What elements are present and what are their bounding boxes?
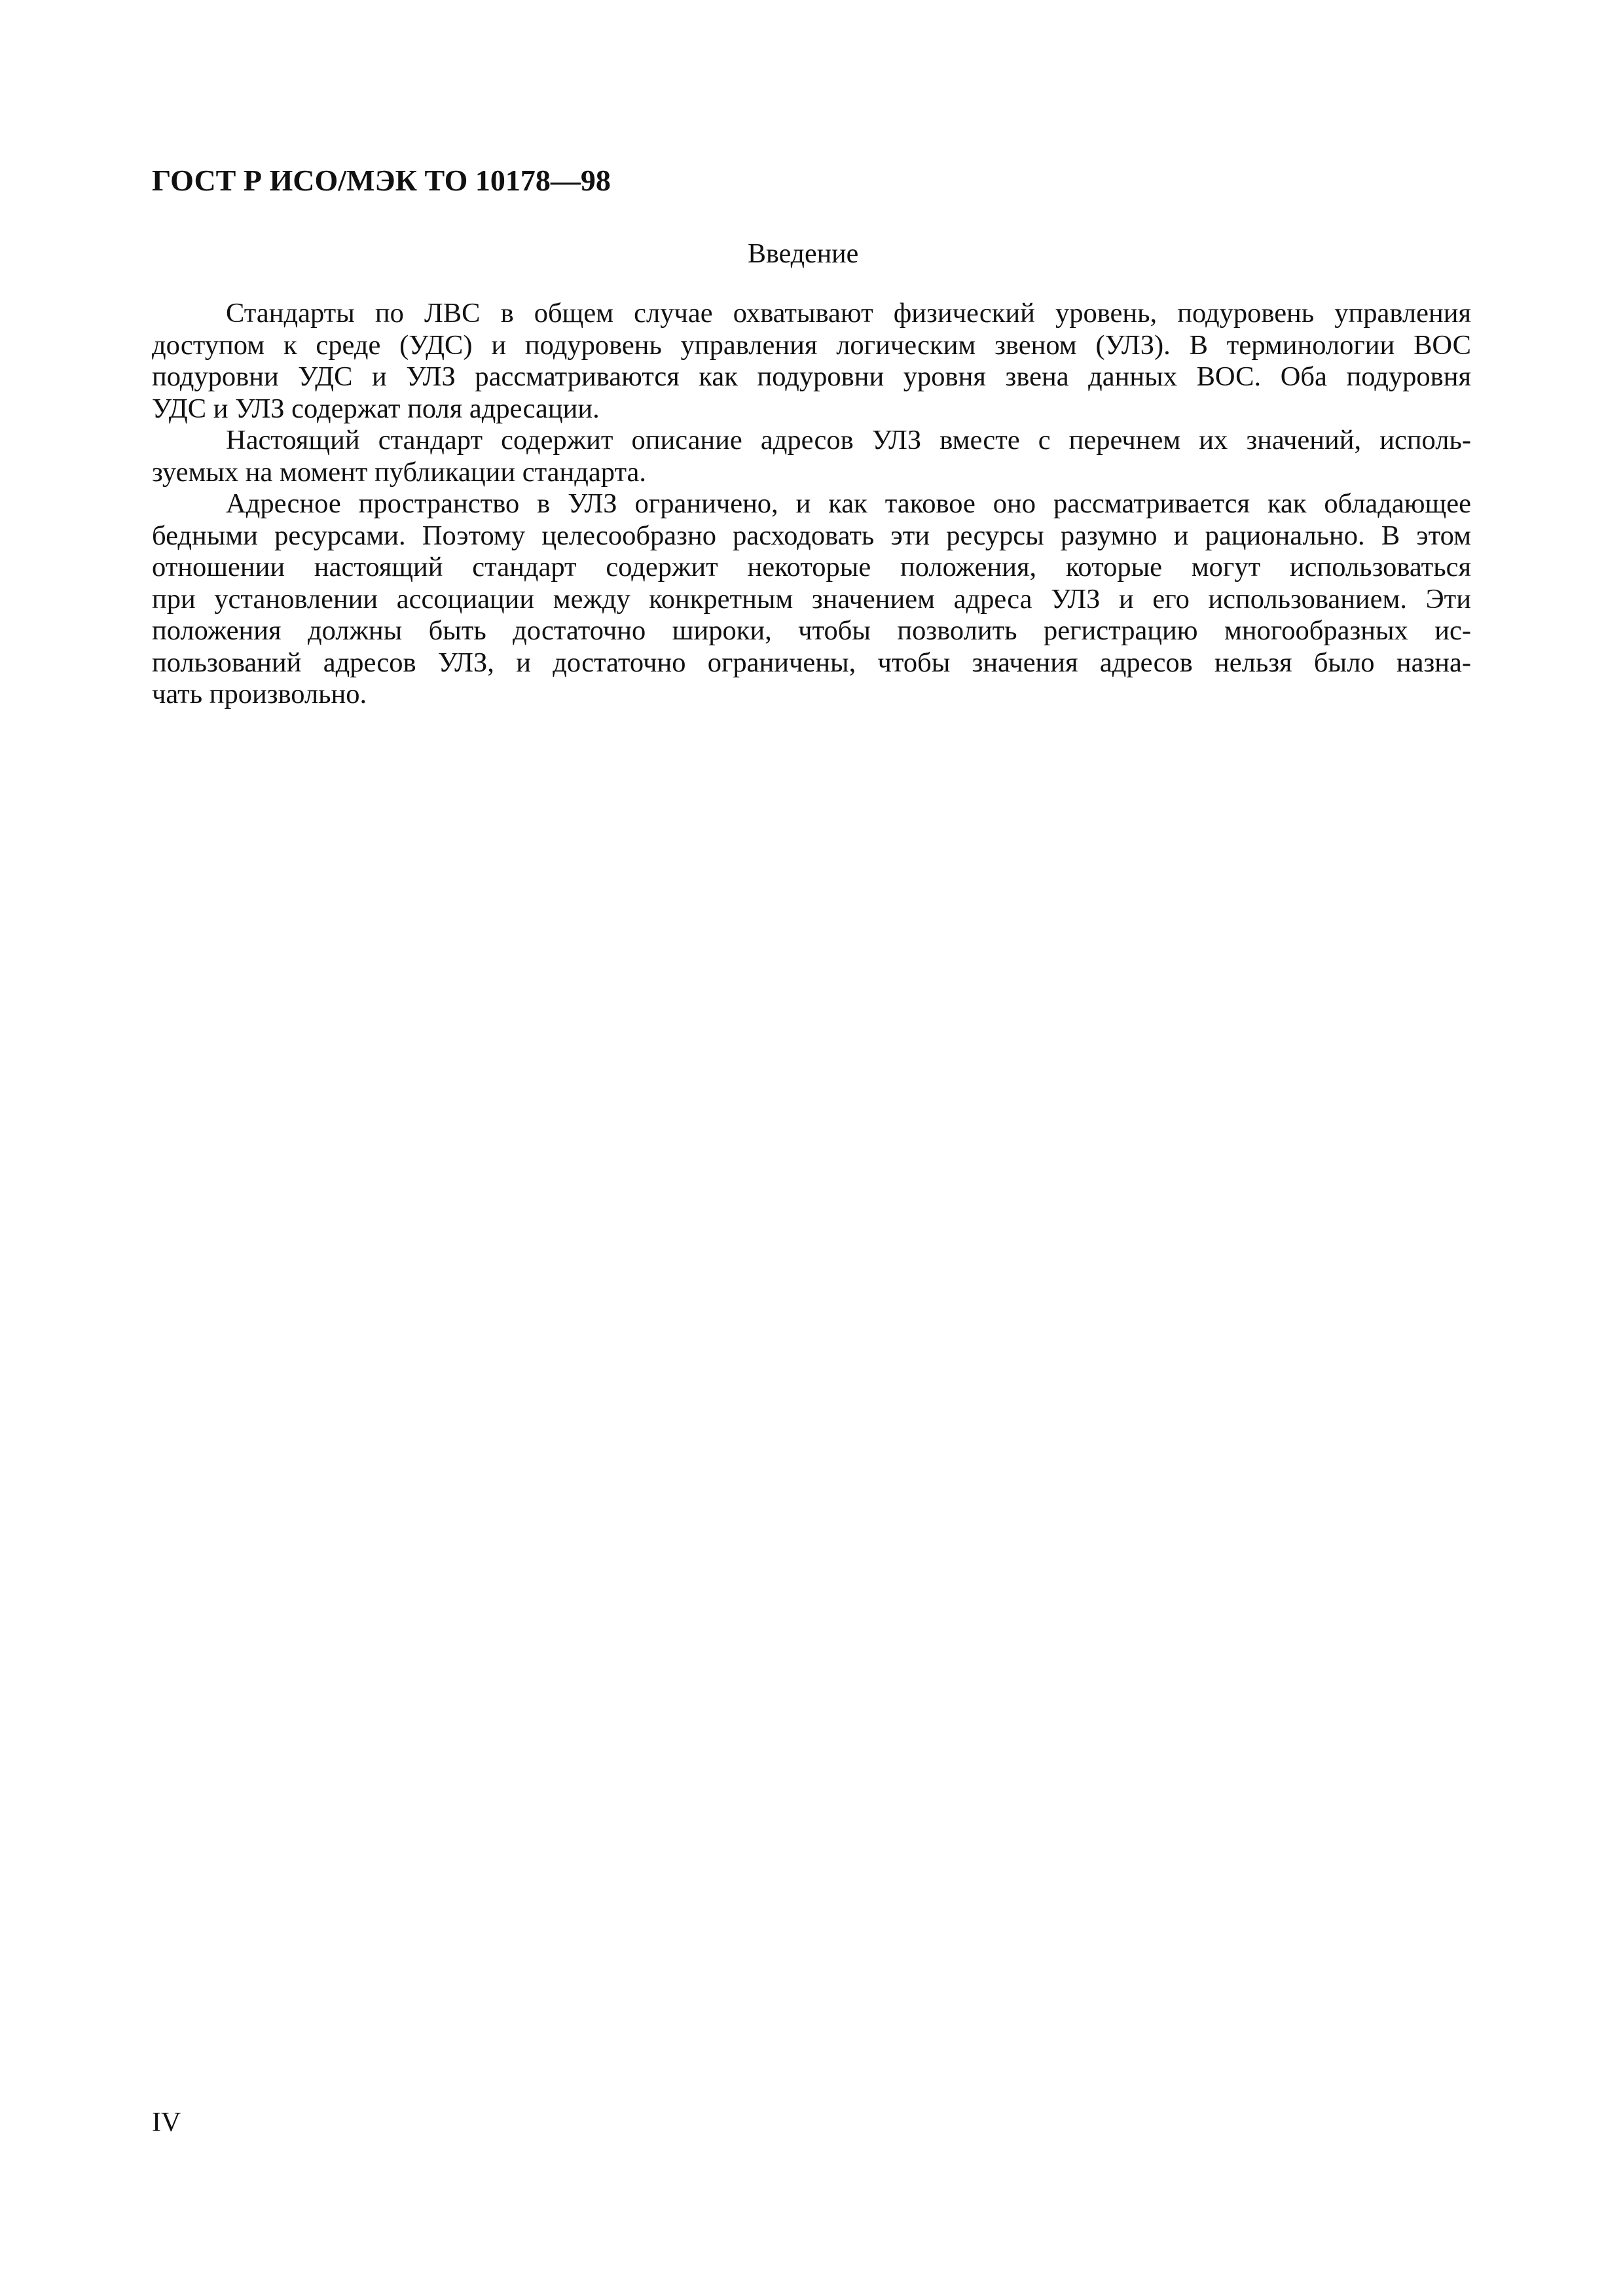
text-line: бедными ресурсами. Поэтому целесообразно расходовать эти ресурсы разумно и рационально. В этом — [152, 520, 1471, 551]
page-number: IV — [152, 2108, 181, 2138]
text-line: Настоящий стандарт содержит описание адресов УЛЗ вместе с перечнем их значений, исполь- — [226, 425, 1471, 456]
body-text — [152, 298, 1471, 711]
document-header: ГОСТ Р ИСО/МЭК ТО 10178—98 — [152, 164, 611, 197]
text-line: доступом к среде (УДС) и подуровень управления логическим звеном (УЛЗ). В терминологии ВОС — [152, 329, 1471, 361]
section-title-introduction: Введение — [748, 239, 859, 269]
text-line: положения должны быть достаточно широки, чтобы позволить регистрацию многообразных ис- — [152, 615, 1471, 646]
text-line: Адресное пространство в УЛЗ ограничено, и как таковое оно рассматривается как обладающее — [226, 488, 1471, 519]
text-line: подуровни УДС и УЛЗ рассматриваются как подуровни уровня звена данных ВОС. Оба подуровня — [152, 361, 1471, 392]
text-line: пользований адресов УЛЗ, и достаточно ограничены, чтобы значения адресов нельзя было назна- — [152, 647, 1471, 678]
text-line: при установлении ассоциации между конкретным значением адреса УЛЗ и его использованием. Эти — [152, 583, 1471, 615]
text-line: отношении настоящий стандарт содержит некоторые положения, которые могут использоваться — [152, 552, 1471, 583]
paragraph-1 — [152, 298, 1471, 425]
text-line: УДС и УЛЗ содержат поля адресации. — [152, 393, 600, 424]
text-line: Стандарты по ЛВС в общем случае охватывают физический уровень, подуровень управления — [226, 298, 1471, 329]
paragraph-3 — [152, 488, 1471, 711]
paragraph-2 — [152, 425, 1471, 488]
text-line: чать произвольно. — [152, 679, 367, 709]
text-line: зуемых на момент публикации стандарта. — [152, 456, 647, 488]
